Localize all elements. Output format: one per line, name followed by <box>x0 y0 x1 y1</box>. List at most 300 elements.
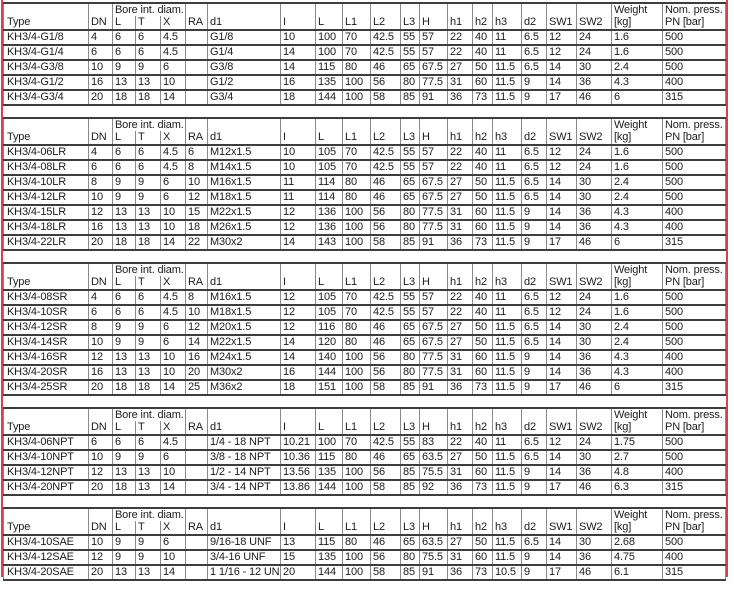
cell: 12 <box>281 220 316 235</box>
column-header-d1: d1 <box>208 421 281 435</box>
cell: 100 <box>343 550 371 565</box>
cell-type: KH3/4-08SR <box>4 290 89 305</box>
cell: 135 <box>316 465 343 480</box>
cell: 60 <box>473 350 493 365</box>
cell: 400 <box>663 75 726 90</box>
column-header-x: X <box>161 521 186 535</box>
cell: 120 <box>316 335 343 350</box>
cell: 500 <box>663 45 726 60</box>
cell: 400 <box>663 220 726 235</box>
cell: 46 <box>371 335 401 350</box>
cell-type: KH3/4-10SR <box>4 305 89 320</box>
header-spacer-dn <box>89 408 113 421</box>
column-header-t: T <box>136 16 161 30</box>
header-spacer <box>343 263 371 276</box>
cell: 4.5 <box>161 305 186 320</box>
cell: 10 <box>161 550 186 565</box>
table-row <box>4 480 726 495</box>
cell: 22 <box>448 145 473 160</box>
cell: 2.4 <box>612 335 663 350</box>
cell: 500 <box>663 535 726 550</box>
cell: 12 <box>547 145 577 160</box>
cell: G3/4 <box>208 90 281 105</box>
cell: 22 <box>448 30 473 45</box>
cell: 24 <box>577 45 612 60</box>
cell <box>186 550 208 565</box>
header-spacer <box>420 408 448 421</box>
column-header-sw1: SW1 <box>547 421 577 435</box>
cell: M16x1.5 <box>208 290 281 305</box>
cell: 11.5 <box>493 320 522 335</box>
column-header-h2: h2 <box>473 521 493 535</box>
cell: 55 <box>401 305 420 320</box>
column-header-pnbar: PN [bar] <box>663 131 726 145</box>
cell: 500 <box>663 290 726 305</box>
cell: 10 <box>161 365 186 380</box>
table-row <box>4 220 726 235</box>
column-header-l1: L1 <box>343 16 371 30</box>
cell: 20 <box>89 90 113 105</box>
column-header-kg: [kg] <box>612 16 663 30</box>
column-header-d1: d1 <box>208 276 281 290</box>
cell: 10 <box>186 305 208 320</box>
header-spacer <box>420 508 448 521</box>
cell: 1.6 <box>612 30 663 45</box>
cell: 144 <box>316 480 343 495</box>
column-header-t: T <box>136 421 161 435</box>
cell: 500 <box>663 145 726 160</box>
cell: 50 <box>473 190 493 205</box>
column-header-l: L <box>316 521 343 535</box>
cell: 9 <box>522 380 547 395</box>
cell: 400 <box>663 365 726 380</box>
cell: 13 <box>136 75 161 90</box>
cell: 27 <box>448 190 473 205</box>
cell: 14 <box>547 205 577 220</box>
dimension-tables-container <box>0 2 734 592</box>
column-header-sw1: SW1 <box>547 131 577 145</box>
header-spacer-dn <box>89 118 113 131</box>
cell: G1/8 <box>208 30 281 45</box>
cell: 9 <box>113 175 136 190</box>
column-header-d1: d1 <box>208 16 281 30</box>
cell: 50 <box>473 175 493 190</box>
cell: 6.3 <box>612 480 663 495</box>
column-header-d1: d1 <box>208 131 281 145</box>
cell: 6 <box>113 305 136 320</box>
header-row-labels <box>4 16 726 30</box>
header-spacer <box>401 118 420 131</box>
table-row <box>4 380 726 395</box>
cell: 14 <box>547 320 577 335</box>
cell: 36 <box>577 365 612 380</box>
cell-type: KH3/4-10SAE <box>4 535 89 550</box>
cell: 18 <box>281 380 316 395</box>
cell: 31 <box>448 220 473 235</box>
cell: 55 <box>401 160 420 175</box>
cell: 42.5 <box>371 30 401 45</box>
column-header-ra: RA <box>186 521 208 535</box>
cell: 6 <box>113 435 136 450</box>
header-spacer <box>186 3 208 16</box>
column-header-l: L <box>316 421 343 435</box>
cell: 55 <box>401 30 420 45</box>
cell: 500 <box>663 160 726 175</box>
header-row-top <box>4 408 726 421</box>
column-header-x: X <box>161 276 186 290</box>
header-spacer <box>522 118 547 131</box>
header-spacer <box>522 3 547 16</box>
cell: 2.4 <box>612 190 663 205</box>
cell: 17 <box>547 380 577 395</box>
cell: 114 <box>316 175 343 190</box>
cell: 24 <box>577 145 612 160</box>
cell: 4.5 <box>161 160 186 175</box>
cell: 500 <box>663 60 726 75</box>
table-row <box>4 450 726 465</box>
cell: 6 <box>161 190 186 205</box>
table-row <box>4 365 726 380</box>
column-header-l: L <box>113 16 136 30</box>
cell: 6.5 <box>522 145 547 160</box>
column-header-l: L <box>113 276 136 290</box>
cell-type: KH3/4-G1/8 <box>4 30 89 45</box>
cell: 85 <box>401 480 420 495</box>
cell: 100 <box>343 235 371 250</box>
cell: 80 <box>343 535 371 550</box>
cell: 46 <box>371 535 401 550</box>
cell: 136 <box>316 220 343 235</box>
cell: 4 <box>89 145 113 160</box>
cell: 27 <box>448 60 473 75</box>
cell: 105 <box>316 145 343 160</box>
cell: 14 <box>281 45 316 60</box>
header-spacer <box>493 263 522 276</box>
cell: 6 <box>89 45 113 60</box>
cell: 57 <box>420 45 448 60</box>
bore-int-diam-group-header: Bore int. diam. <box>113 263 186 276</box>
cell: 144 <box>316 90 343 105</box>
cell: 56 <box>371 550 401 565</box>
cell: 31 <box>448 365 473 380</box>
cell: 6.5 <box>522 160 547 175</box>
header-spacer-type <box>4 508 89 521</box>
column-header-l2: L2 <box>371 521 401 535</box>
cell-type: KH3/4-12NPT <box>4 465 89 480</box>
cell: 6.5 <box>522 190 547 205</box>
cell: 10 <box>161 205 186 220</box>
cell: 11 <box>493 145 522 160</box>
cell: 400 <box>663 465 726 480</box>
cell: 500 <box>663 450 726 465</box>
cell: 12 <box>281 320 316 335</box>
cell: 40 <box>473 45 493 60</box>
cell: 40 <box>473 305 493 320</box>
cell: 18 <box>281 90 316 105</box>
cell: 36 <box>577 220 612 235</box>
header-spacer <box>577 508 612 521</box>
header-spacer <box>401 3 420 16</box>
column-header-d2: d2 <box>522 16 547 30</box>
cell: 14 <box>281 235 316 250</box>
column-header-kg: [kg] <box>612 131 663 145</box>
cell: 91 <box>420 90 448 105</box>
cell: 14 <box>547 465 577 480</box>
cell: 30 <box>577 320 612 335</box>
table-row <box>4 205 726 220</box>
cell: 114 <box>316 190 343 205</box>
cell: 4.5 <box>161 435 186 450</box>
dimension-table-sr <box>3 262 726 396</box>
cell: 4.3 <box>612 75 663 90</box>
cell: 30 <box>577 60 612 75</box>
cell: 12 <box>186 320 208 335</box>
cell: 9 <box>522 480 547 495</box>
cell: 50 <box>473 335 493 350</box>
column-header-l2: L2 <box>371 16 401 30</box>
cell: 42.5 <box>371 160 401 175</box>
column-header-kg: [kg] <box>612 276 663 290</box>
cell: 100 <box>343 565 371 580</box>
cell <box>186 465 208 480</box>
cell: 50 <box>473 450 493 465</box>
cell-type: KH3/4-16SR <box>4 350 89 365</box>
cell: 13 <box>136 565 161 580</box>
cell: 56 <box>371 220 401 235</box>
cell: 11.5 <box>493 535 522 550</box>
cell: 17 <box>547 90 577 105</box>
header-spacer <box>420 3 448 16</box>
cell: 17 <box>547 565 577 580</box>
cell: 13 <box>113 365 136 380</box>
cell: 12 <box>89 350 113 365</box>
column-header-l: L <box>316 131 343 145</box>
cell: 60 <box>473 465 493 480</box>
cell <box>186 535 208 550</box>
cell: 4 <box>89 30 113 45</box>
cell: 4.8 <box>612 465 663 480</box>
cell: 85 <box>401 565 420 580</box>
column-header-h1: h1 <box>448 276 473 290</box>
header-spacer <box>186 508 208 521</box>
cell: 42.5 <box>371 45 401 60</box>
cell: 12 <box>281 305 316 320</box>
cell: 20 <box>89 565 113 580</box>
cell: 25 <box>186 380 208 395</box>
column-header-pnbar: PN [bar] <box>663 16 726 30</box>
column-header-l: L <box>113 521 136 535</box>
cell-type: KH3/4-06NPT <box>4 435 89 450</box>
cell: 36 <box>448 565 473 580</box>
cell: 100 <box>343 350 371 365</box>
header-row-labels <box>4 521 726 535</box>
table-row <box>4 235 726 250</box>
column-header-h2: h2 <box>473 131 493 145</box>
cell: 24 <box>577 160 612 175</box>
header-spacer <box>343 118 371 131</box>
column-header-dn: DN <box>89 16 113 30</box>
cell: 50 <box>473 320 493 335</box>
cell: 57 <box>420 305 448 320</box>
cell: 14 <box>547 335 577 350</box>
header-spacer <box>547 118 577 131</box>
cell: 6.5 <box>522 335 547 350</box>
cell: 80 <box>343 175 371 190</box>
cell: M22x1.5 <box>208 205 281 220</box>
dimension-table-sae <box>3 507 726 581</box>
cell: 14 <box>547 535 577 550</box>
cell <box>186 60 208 75</box>
column-header-l1: L1 <box>343 521 371 535</box>
header-spacer <box>371 118 401 131</box>
cell-type: KH3/4-G3/4 <box>4 90 89 105</box>
cell-type: KH3/4-G1/2 <box>4 75 89 90</box>
cell: 50 <box>473 535 493 550</box>
cell: 6 <box>612 90 663 105</box>
column-header-t: T <box>136 131 161 145</box>
cell: 13 <box>113 220 136 235</box>
header-spacer <box>547 3 577 16</box>
cell: 144 <box>316 365 343 380</box>
cell: 70 <box>343 145 371 160</box>
cell: 4.5 <box>161 145 186 160</box>
cell: 27 <box>448 175 473 190</box>
header-spacer <box>316 3 343 16</box>
cell: 9 <box>136 535 161 550</box>
cell: 11.5 <box>493 190 522 205</box>
cell: 4.3 <box>612 350 663 365</box>
cell: 6 <box>89 305 113 320</box>
cell: 85 <box>401 380 420 395</box>
cell: 11.5 <box>493 350 522 365</box>
cell: 140 <box>316 350 343 365</box>
cell: 11 <box>281 190 316 205</box>
cell: 20 <box>186 365 208 380</box>
weight-header-line1: Weight <box>612 508 663 521</box>
cell: 9 <box>113 60 136 75</box>
header-spacer <box>493 118 522 131</box>
cell: 12 <box>547 435 577 450</box>
header-row-labels <box>4 131 726 145</box>
cell: 4.3 <box>612 205 663 220</box>
cell: 30 <box>577 190 612 205</box>
cell: 56 <box>371 205 401 220</box>
cell-type: KH3/4-20SAE <box>4 565 89 580</box>
cell: 115 <box>316 450 343 465</box>
cell: 22 <box>448 435 473 450</box>
cell: 9/16-18 UNF <box>208 535 281 550</box>
column-header-l1: L1 <box>343 276 371 290</box>
cell: 16 <box>186 350 208 365</box>
column-header-l1: L1 <box>343 131 371 145</box>
cell <box>186 90 208 105</box>
cell: 58 <box>371 565 401 580</box>
column-header-t: T <box>136 276 161 290</box>
column-header-dn: DN <box>89 521 113 535</box>
column-header-h1: h1 <box>448 16 473 30</box>
header-spacer <box>522 263 547 276</box>
cell: 15 <box>186 205 208 220</box>
cell: 70 <box>343 45 371 60</box>
cell: 135 <box>316 75 343 90</box>
cell: 27 <box>448 320 473 335</box>
cell: 16 <box>89 365 113 380</box>
cell: 11.5 <box>493 465 522 480</box>
cell: 73 <box>473 90 493 105</box>
table-row <box>4 30 726 45</box>
cell: 6.5 <box>522 535 547 550</box>
cell: 500 <box>663 30 726 45</box>
cell: 500 <box>663 335 726 350</box>
cell: 115 <box>316 60 343 75</box>
cell: 22 <box>186 235 208 250</box>
cell: 36 <box>577 550 612 565</box>
cell: 16 <box>89 220 113 235</box>
header-spacer <box>371 263 401 276</box>
header-spacer <box>547 508 577 521</box>
cell-type: KH3/4-22LR <box>4 235 89 250</box>
header-spacer <box>208 508 281 521</box>
cell: 15 <box>281 550 316 565</box>
header-spacer <box>316 508 343 521</box>
header-spacer <box>186 408 208 421</box>
cell: 73 <box>473 235 493 250</box>
cell: 46 <box>577 90 612 105</box>
cell: 57 <box>420 30 448 45</box>
bore-int-diam-group-header: Bore int. diam. <box>113 118 186 131</box>
cell: 14 <box>547 550 577 565</box>
column-header-ra: RA <box>186 131 208 145</box>
cell: 6.5 <box>522 305 547 320</box>
cell: 9 <box>522 205 547 220</box>
cell: 9 <box>113 320 136 335</box>
cell: 60 <box>473 365 493 380</box>
column-header-l3: L3 <box>401 276 420 290</box>
cell: 100 <box>343 205 371 220</box>
header-spacer <box>343 408 371 421</box>
cell: 80 <box>343 450 371 465</box>
cell: 20 <box>281 565 316 580</box>
cell: 80 <box>401 205 420 220</box>
header-spacer <box>448 3 473 16</box>
column-header-ra: RA <box>186 16 208 30</box>
cell: 60 <box>473 75 493 90</box>
cell: M30x2 <box>208 365 281 380</box>
cell: 80 <box>401 75 420 90</box>
cell: 10 <box>281 145 316 160</box>
cell: 75.5 <box>420 465 448 480</box>
cell: 70 <box>343 30 371 45</box>
cell: 6 <box>113 145 136 160</box>
cell: 10 <box>186 175 208 190</box>
cell: 12 <box>547 30 577 45</box>
cell-type: KH3/4-14SR <box>4 335 89 350</box>
column-header-h3: h3 <box>493 421 522 435</box>
cell: 11.5 <box>493 90 522 105</box>
cell: 55 <box>401 45 420 60</box>
cell: 18 <box>186 220 208 235</box>
cell: 57 <box>420 145 448 160</box>
cell: G3/8 <box>208 60 281 75</box>
column-header-sw1: SW1 <box>547 16 577 30</box>
cell: 9 <box>522 350 547 365</box>
cell: 6 <box>136 145 161 160</box>
cell: 13 <box>136 365 161 380</box>
cell: 10 <box>281 30 316 45</box>
cell: 91 <box>420 565 448 580</box>
cell: 136 <box>316 205 343 220</box>
cell: 6 <box>612 380 663 395</box>
